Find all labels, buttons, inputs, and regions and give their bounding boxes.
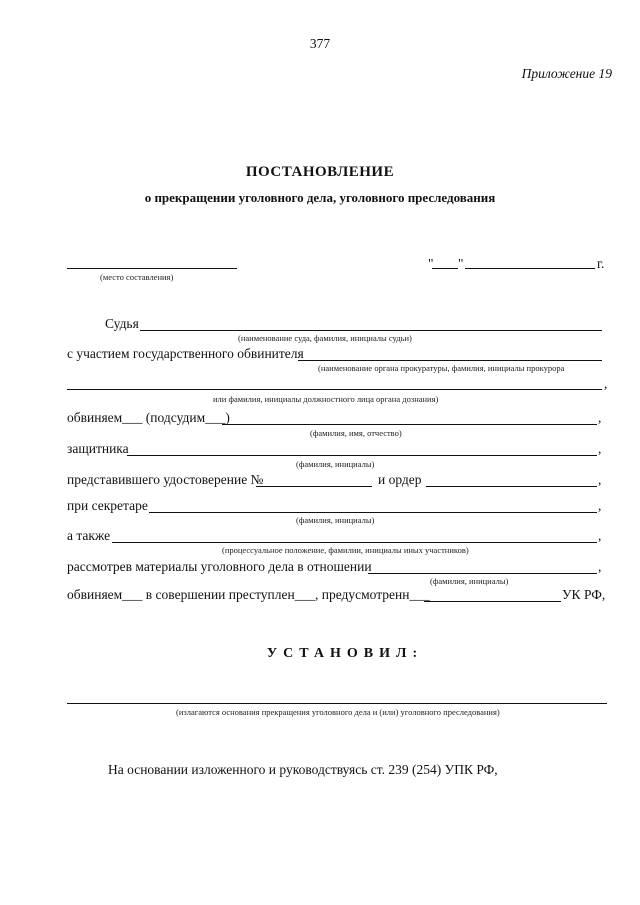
place-caption: (место составления) bbox=[100, 272, 174, 282]
judge-line[interactable] bbox=[140, 330, 602, 331]
secretary-caption: (фамилия, инициалы) bbox=[296, 515, 375, 525]
certificate-label: представившего удостоверение № bbox=[67, 472, 264, 487]
also-label: а также bbox=[67, 528, 111, 543]
accused-label: обвиняем___ (подсудим___) bbox=[67, 410, 230, 425]
judge-label: Судья bbox=[105, 316, 139, 331]
defender-line[interactable] bbox=[127, 455, 597, 456]
judge-caption: (наименование суда, фамилия, инициалы судьи) bbox=[238, 333, 412, 343]
grounds-line[interactable] bbox=[67, 703, 607, 704]
secretary-line[interactable] bbox=[149, 512, 597, 513]
established-heading: УСТАНОВИЛ: bbox=[266, 646, 424, 661]
prosecutor-label: с участием государственного обвинителя bbox=[67, 346, 304, 361]
also-line[interactable] bbox=[112, 542, 597, 543]
prosecutor-line[interactable] bbox=[298, 360, 602, 361]
comma: , bbox=[604, 376, 608, 391]
prosecutor-caption: (наименование органа прокуратуры, фамилия, инициалы прокурора bbox=[318, 363, 565, 373]
date-suffix: г. bbox=[597, 256, 605, 271]
defender-label: защитника bbox=[67, 441, 129, 456]
comma: , bbox=[598, 528, 602, 543]
comma: , bbox=[598, 410, 602, 425]
secretary-label: при секретаре bbox=[67, 498, 148, 513]
date-quote-open: " bbox=[428, 256, 434, 271]
date-day-line[interactable] bbox=[432, 268, 458, 269]
considered-line[interactable] bbox=[368, 573, 597, 574]
comma: , bbox=[598, 472, 602, 487]
considered-label: рассмотрев материалы уголовного дела в отношении bbox=[67, 559, 372, 574]
appendix-label: Приложение 19 bbox=[521, 66, 612, 81]
also-caption: (процессуальное положение, фамилии, инициалы иных участников) bbox=[222, 545, 469, 555]
inquiry-caption: или фамилия, инициалы должностного лица органа дознания) bbox=[213, 394, 439, 404]
order-line[interactable] bbox=[426, 486, 597, 487]
comma: , bbox=[598, 498, 602, 513]
crime-suffix: УК РФ, bbox=[562, 587, 606, 602]
considered-caption: (фамилия, инициалы) bbox=[430, 576, 509, 586]
page-number: 377 bbox=[309, 36, 331, 51]
place-line[interactable] bbox=[67, 268, 237, 269]
defender-caption: (фамилия, инициалы) bbox=[296, 459, 375, 469]
certificate-line[interactable] bbox=[256, 486, 372, 487]
crime-label: обвиняем___ в совершении преступлен___, предусмотренн___ bbox=[67, 587, 430, 602]
closing-text: На основании изложенного и руководствуясь ст. 239 (254) УПК РФ, bbox=[108, 762, 498, 777]
prosecutor-line-2[interactable] bbox=[67, 389, 602, 390]
document-subtitle: о прекращении уголовного дела, уголовного преследования bbox=[144, 190, 496, 205]
accused-caption: (фамилия, имя, отчество) bbox=[310, 428, 402, 438]
comma: , bbox=[598, 441, 602, 456]
order-label: и ордер bbox=[378, 472, 422, 487]
comma: , bbox=[598, 559, 602, 574]
document-title: ПОСТАНОВЛЕНИЕ bbox=[245, 164, 395, 180]
accused-line[interactable] bbox=[222, 424, 597, 425]
grounds-caption: (излагаются основания прекращения уголовного дела и (или) уголовного преследования) bbox=[176, 707, 500, 717]
crime-article-line[interactable] bbox=[424, 601, 561, 602]
date-quote-close: " bbox=[458, 256, 464, 271]
date-month-line[interactable] bbox=[465, 268, 595, 269]
